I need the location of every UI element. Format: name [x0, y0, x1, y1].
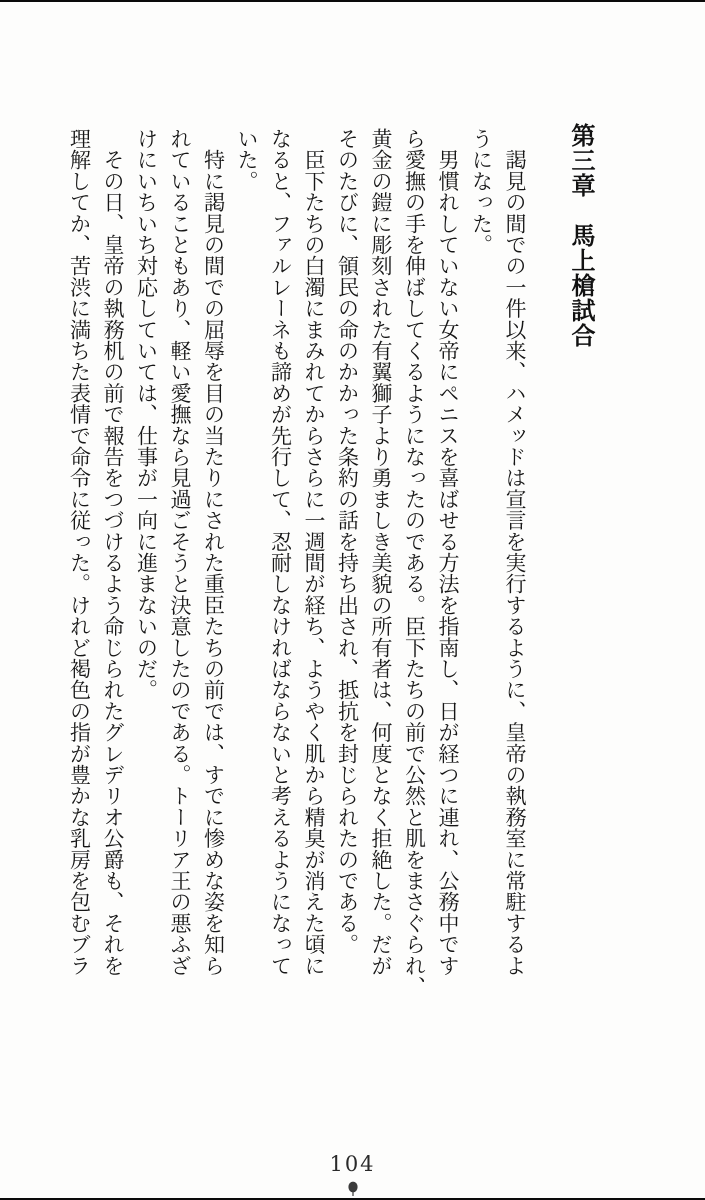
text-column: いた。 [235, 128, 259, 192]
text-column: なると、ファルレーネも諦めが先行して、忍耐しなければならないと考えるようになって [268, 128, 293, 976]
text-column: ら愛撫の手を伸ばしてくるようになったのである。臣下たちの前で公然と肌をまさぐられ、 [402, 128, 427, 998]
chapter-title: 第三章 馬上槍試合 [567, 123, 596, 348]
page-ornament-icon [347, 1181, 359, 1197]
text-column: けにいちいち対応していては、仕事が一向に進まないのだ。 [134, 128, 159, 701]
text-column: れていることもあり、軽い愛撫なら見過ごそうと決意したのである。トーリア王の悪ふざ [168, 128, 192, 976]
page-edge-top [0, 0, 705, 2]
text-column: 男慣れしていない女帝にペニスを喜ばせる方法を指南し、日が経つに連れ、公務中です [436, 128, 460, 976]
text-column: 特に謁見の間での屈辱を目の当たりにされた重臣たちの前では、すでに惨めな姿を知ら [201, 128, 226, 976]
text-column: 黄金の鎧に彫刻された有翼獅子より勇ましき美貌の所有者は、何度となく拒絶した。だが [369, 128, 393, 976]
text-column: その日、皇帝の執務机の前で報告をつづけるよう命じられたグレデリオ公爵も、それを [101, 128, 125, 976]
text-column: うになった。 [469, 128, 494, 256]
body-text [62, 128, 531, 1108]
text-column: 理解してか、苦渋に満ちた表情で命令に従った。けれど褐色の指が豊かな乳房を包むブラ [67, 128, 92, 976]
page-number: 104 [329, 1152, 376, 1176]
text-column: そのたびに、領民の命のかかった条約の話を持ち出され、抵抗を封じられたのである。 [335, 128, 360, 955]
text-column: 謁見の間での一件以来、ハメッドは宣言を実行するように、皇帝の執務室に常駐するよ [503, 128, 527, 976]
text-column: 臣下たちの白濁にまみれてからさらに一週間が経ち、ようやく肌から精臭が消えた頃に [302, 128, 326, 976]
